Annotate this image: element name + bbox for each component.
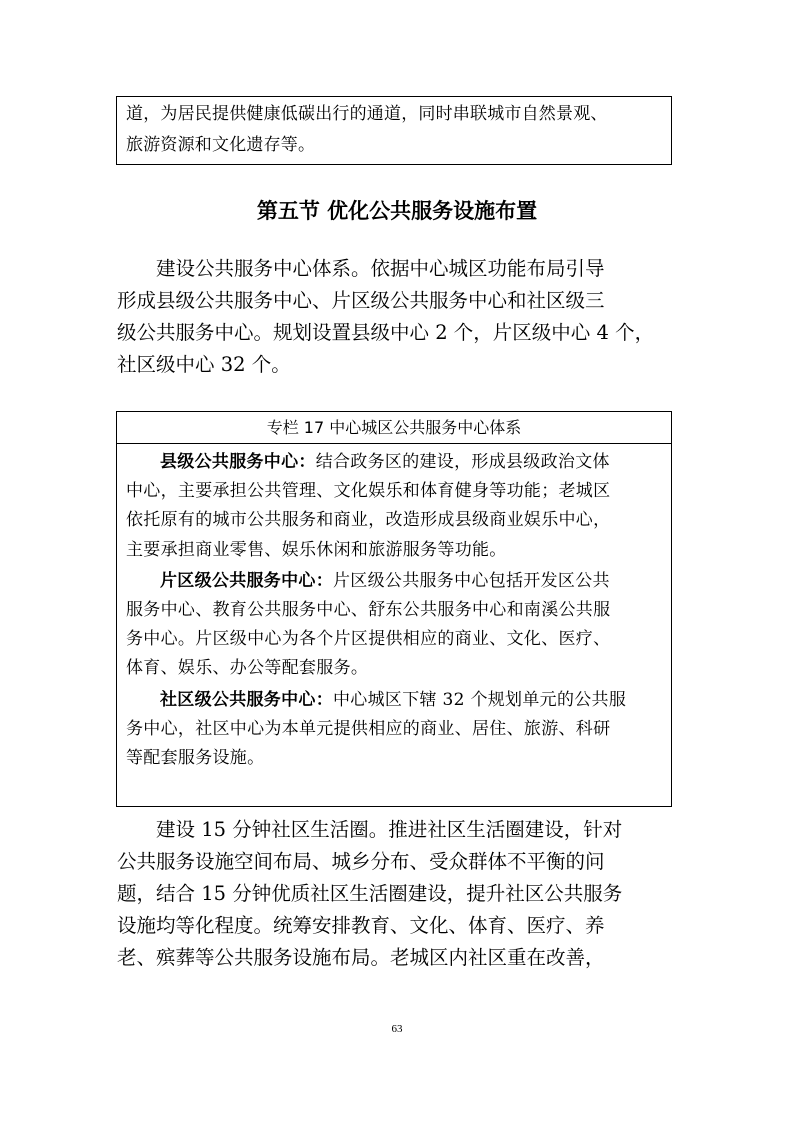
box-text-line: 务中心。片区级中心为各个片区提供相应的商业、文化、医疗、 [126,629,611,650]
box-text-line: 体育、娱乐、办公等配套服务。 [126,658,369,679]
item-heading: 社区级公共服务中心： [160,689,333,710]
box-item-first-line [126,686,661,715]
paragraph-line: 建设 15 分钟社区生活圈。推进社区生活圈建设，针对 [156,818,623,841]
paragraph-line: 形成县级公共服务中心、片区级公共服务中心和社区级三 [117,289,605,312]
box-text-line: 旅游资源和文化遗存等。 [126,135,316,155]
column-box [116,411,672,807]
paragraph-line: 社区级中心 32 个。 [117,353,291,376]
paragraph-line: 设施均等化程度。统筹安排教育、文化、体育、医疗、养 [117,914,605,937]
item-heading: 县级公共服务中心： [160,452,316,472]
paragraph-line: 建设公共服务中心体系。依据中心城区功能布局引导 [156,257,605,280]
page-number: 63 [391,1023,403,1035]
box-text-line: 中心，主要承担公共管理、文化娱乐和体育健身等功能；老城区 [126,481,611,502]
paragraph-service-system [117,253,654,381]
item-text: 片区级公共服务中心包括开发区公共 [333,570,610,591]
column-box-body [117,444,671,773]
section-title: 第五节 优化公共服务设施布置 [256,199,538,223]
box-item-first-line [126,448,661,477]
paragraph-life-circle [117,814,622,974]
item-text: 中心城区下辖 32 个规划单元的公共服 [333,689,627,710]
box-item-first-line [126,567,661,596]
box-text-line: 依托原有的城市公共服务和商业，改造形成县级商业娱乐中心， [126,510,611,531]
column-box-title: 专栏 17 中心城区公共服务中心体系 [117,412,671,444]
box-text-line: 等配套服务设施。 [126,748,265,769]
box-text-line: 道，为居民提供健康低碳出行的通道，同时串联城市自然景观、 [126,104,608,124]
continued-text-box [116,96,672,165]
item-text: 结合政务区的建设，形成县级政治文体 [315,452,610,472]
paragraph-line: 老、殡葬等公共服务设施布局。老城区内社区重在改善， [117,946,605,969]
box-text-line: 主要承担商业零售、娱乐休闲和旅游服务等功能。 [126,539,507,560]
paragraph-line: 级公共服务中心。规划设置县级中心 2 个，片区级中心 4 个， [117,321,655,344]
paragraph-line: 公共服务设施空间布局、城乡分布、受众群体不平衡的问 [117,850,605,873]
box-text-line: 服务中心、教育公共服务中心、舒东公共服务中心和南溪公共服 [126,600,611,621]
paragraph-line: 题，结合 15 分钟优质社区生活圈建设，提升社区公共服务 [117,882,623,905]
item-heading: 片区级公共服务中心： [160,570,333,591]
box-text-line: 务中心，社区中心为本单元提供相应的商业、居住、旅游、科研 [126,718,611,739]
